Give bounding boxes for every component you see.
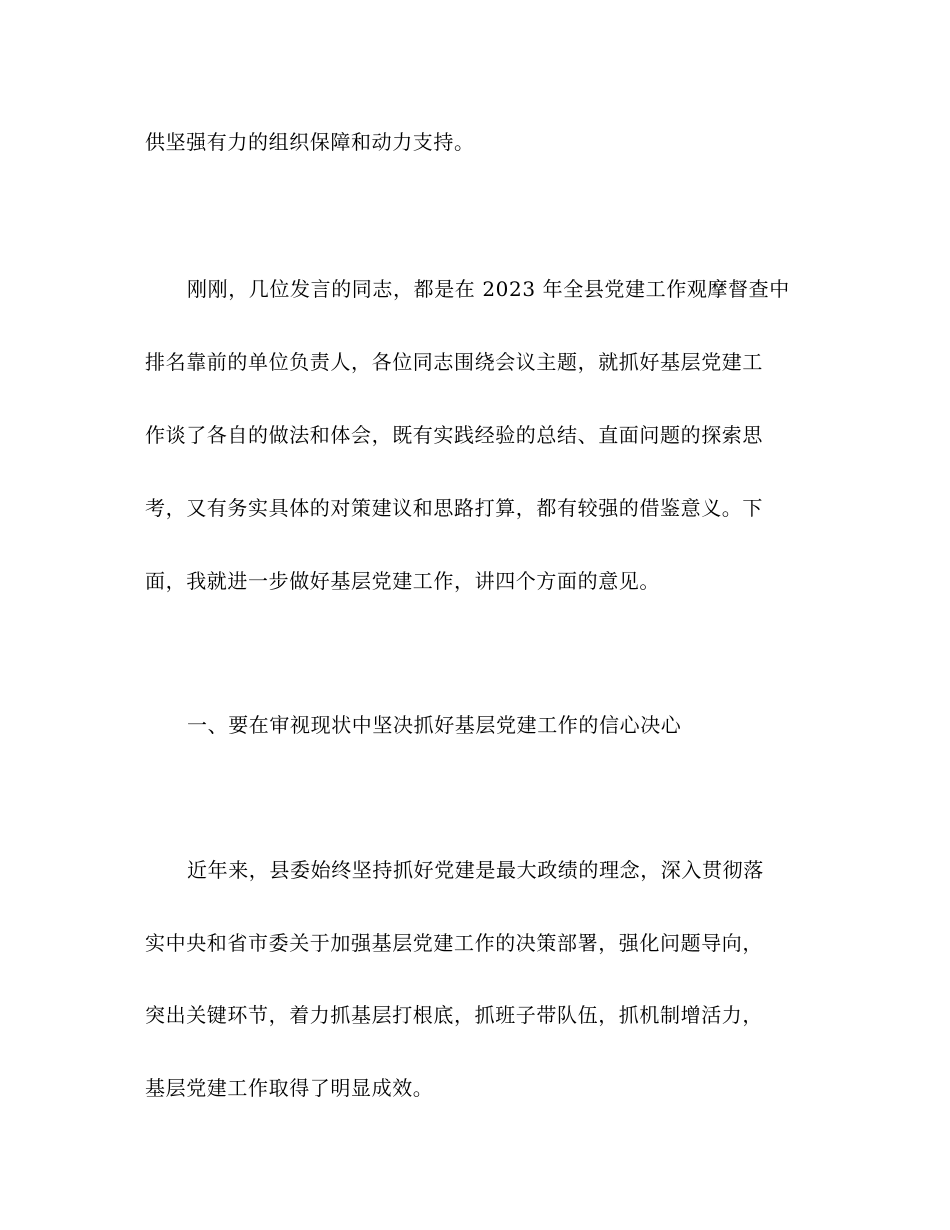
paragraph-line: 供坚强有力的组织保障和动力支持。 xyxy=(145,130,475,154)
paragraph-line: 实中央和省市委关于加强基层党建工作的决策部署，强化问题导向， xyxy=(145,931,763,955)
paragraph-line: 基层党建工作取得了明显成效。 xyxy=(145,1076,434,1100)
paragraph-line: 突出关键环节，着力抓基层打根底，抓班子带队伍，抓机制增活力， xyxy=(145,1003,763,1027)
paragraph-line: 刚刚，几位发言的同志，都是在 2023 年全县党建工作观摩督查中 xyxy=(187,277,790,301)
paragraph-line: 排名靠前的单位负责人，各位同志围绕会议主题，就抓好基层党建工 xyxy=(145,350,763,374)
paragraph-line: 作谈了各自的做法和体会，既有实践经验的总结、直面问题的探索思 xyxy=(145,423,763,447)
paragraph-line: 考，又有务实具体的对策建议和思路打算，都有较强的借鉴意义。下 xyxy=(145,496,763,520)
section-heading: 一、要在审视现状中坚决抓好基层党建工作的信心决心 xyxy=(187,713,682,737)
paragraph-line: 面，我就进一步做好基层党建工作，讲四个方面的意见。 xyxy=(145,569,660,593)
paragraph-line: 近年来，县委始终坚持抓好党建是最大政绩的理念，深入贯彻落 xyxy=(187,858,764,882)
